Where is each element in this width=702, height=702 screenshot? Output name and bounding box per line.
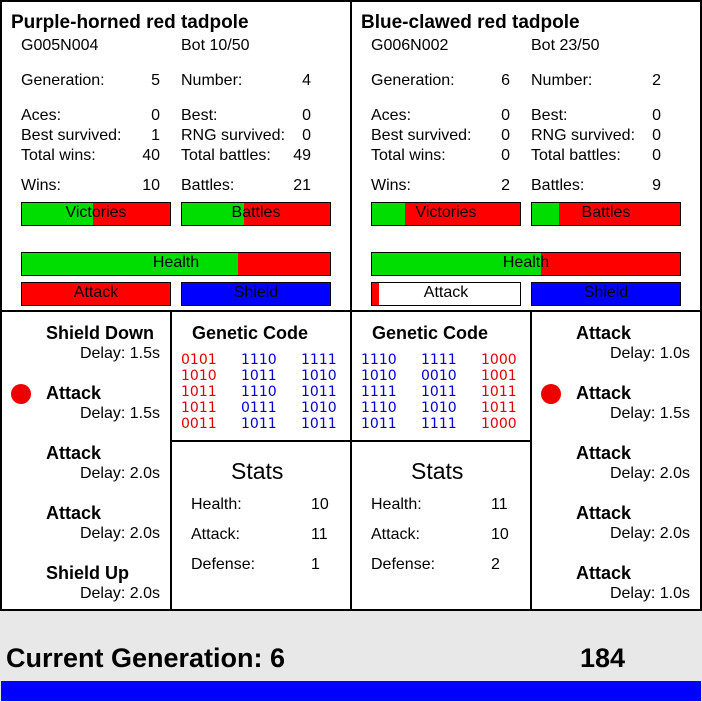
f1-generation-value: 5 <box>151 72 160 89</box>
f1-gene-cell: 1010 <box>181 368 217 384</box>
f1-best-value: 0 <box>302 107 311 124</box>
f2-action-name: Attack <box>576 443 632 463</box>
f1-wins-label: Wins: <box>21 177 61 194</box>
f2-battles-bar-label: Battles <box>581 204 631 221</box>
f2-battles-label: Battles: <box>531 177 585 194</box>
f2-action-name: Attack <box>576 323 632 343</box>
f1-action-delay: Delay: 2.0s <box>79 465 160 482</box>
f1-gene-cell: 1011 <box>181 384 217 400</box>
f2-gene-cell: 1011 <box>361 416 397 432</box>
f2-stat-value: 2 <box>491 556 500 573</box>
f1-total-wins-label: Total wins: <box>21 147 96 164</box>
f2-health-bar <box>371 252 681 276</box>
f2-number-label: Number: <box>531 72 593 89</box>
f2-health-bar-label: Health <box>502 254 550 271</box>
f1-rng-survived-label: RNG survived: <box>181 127 286 144</box>
f1-shield-bar <box>181 282 331 306</box>
f1-battles-bar <box>181 202 331 226</box>
f2-action-delay: Delay: 2.0s <box>609 525 690 542</box>
f2-total-wins-value: 0 <box>501 147 510 164</box>
f1-rng-survived-value: 0 <box>302 127 311 144</box>
f1-best-survived-value: 1 <box>151 127 160 144</box>
f1-action-name: Attack <box>46 443 102 463</box>
f1-action-name: Attack <box>46 383 102 403</box>
f1-gene-cell: 1011 <box>241 416 277 432</box>
f2-gene-cell: 1010 <box>361 368 397 384</box>
f1-action-delay: Delay: 1.5s <box>79 345 160 362</box>
f1-id: G005N004 <box>21 37 99 54</box>
f2-battles-bar <box>531 202 681 226</box>
f2-total-battles-value: 0 <box>652 147 661 164</box>
f2-id: G006N002 <box>371 37 449 54</box>
f1-gene-cell: 1011 <box>181 400 217 416</box>
f1-victories-bar <box>21 202 171 226</box>
f1-stat-value: 11 <box>311 526 328 543</box>
f1-attack-bar <box>21 282 171 306</box>
f2-gene-cell: 1011 <box>481 400 517 416</box>
generation-counter: 184 <box>580 643 626 673</box>
f2-stats-title: Stats <box>411 458 464 484</box>
f2-action-name: Attack <box>576 563 632 583</box>
f2-stat-value: 11 <box>491 496 508 513</box>
f2-rng-survived-label: RNG survived: <box>531 127 636 144</box>
f1-total-battles-value: 49 <box>293 147 311 164</box>
f1-action-delay: Delay: 1.5s <box>79 405 160 422</box>
f2-total-battles-label: Total battles: <box>531 147 621 164</box>
f2-attack-bar-label: Attack <box>423 284 469 301</box>
f1-generation-label: Generation: <box>21 72 105 89</box>
f2-name: Blue-clawed red tadpole <box>361 12 580 33</box>
f1-gene-cell: 0101 <box>181 352 217 368</box>
f1-health-bar-label: Health <box>152 254 200 271</box>
f1-gene-cell: 1010 <box>301 400 337 416</box>
f1-stat-label: Health: <box>191 496 242 513</box>
f1-action-name: Shield Down <box>46 323 154 343</box>
f2-action-delay: Delay: 1.5s <box>609 405 690 422</box>
f1-shield-bar-label: Shield <box>233 284 279 301</box>
f1-battles-value: 21 <box>293 177 311 194</box>
f1-best-survived-label: Best survived: <box>21 127 122 144</box>
f2-shield-bar <box>531 282 681 306</box>
f2-gene-cell: 0010 <box>421 368 457 384</box>
f1-name: Purple-horned red tadpole <box>11 12 249 33</box>
f1-active-action-indicator-icon <box>11 384 31 404</box>
f1-gene-cell: 1110 <box>241 384 277 400</box>
f2-gene-cell: 1011 <box>481 384 517 400</box>
f2-total-wins-label: Total wins: <box>371 147 446 164</box>
f1-gene-cell: 1110 <box>241 352 277 368</box>
f1-action-delay: Delay: 2.0s <box>79 585 160 602</box>
f2-action-delay: Delay: 1.0s <box>609 585 690 602</box>
f2-shield-bar-label: Shield <box>583 284 629 301</box>
f2-gene-cell: 1111 <box>361 384 397 400</box>
f2-action-delay: Delay: 2.0s <box>609 465 690 482</box>
f2-gene-cell: 1001 <box>481 368 517 384</box>
f2-stat-label: Attack: <box>371 526 420 543</box>
f1-stat-label: Attack: <box>191 526 240 543</box>
f1-action-delay: Delay: 2.0s <box>79 525 160 542</box>
f1-gene-cell: 1111 <box>301 352 337 368</box>
f2-gene-cell: 1110 <box>361 352 397 368</box>
f2-gene-cell: 1110 <box>361 400 397 416</box>
f1-gene-cell: 1011 <box>301 384 337 400</box>
f1-bot-index: Bot 10/50 <box>181 37 250 54</box>
f2-genetic-code-title: Genetic Code <box>372 323 489 343</box>
f2-bot-index: Bot 23/50 <box>531 37 600 54</box>
f1-total-battles-label: Total battles: <box>181 147 271 164</box>
f2-attack-bar <box>371 282 521 306</box>
f1-total-wins-value: 40 <box>142 147 160 164</box>
f2-gene-cell: 1000 <box>481 352 517 368</box>
f1-wins-value: 10 <box>142 177 160 194</box>
f2-active-action-indicator-icon <box>541 384 561 404</box>
f1-aces-value: 0 <box>151 107 160 124</box>
f1-gene-cell: 1010 <box>301 368 337 384</box>
f2-gene-cell: 1111 <box>421 352 457 368</box>
f2-stat-label: Health: <box>371 496 422 513</box>
f1-gene-cell: 1011 <box>301 416 337 432</box>
f2-generation-label: Generation: <box>371 72 455 89</box>
footer-progress-bar <box>1 681 701 701</box>
f2-aces-label: Aces: <box>371 107 412 124</box>
f2-generation-value: 6 <box>501 72 510 89</box>
f2-number-value: 2 <box>652 72 661 89</box>
f1-stat-value: 10 <box>311 496 329 513</box>
f2-stat-value: 10 <box>491 526 509 543</box>
f2-best-survived-label: Best survived: <box>371 127 472 144</box>
f2-battles-value: 9 <box>652 177 661 194</box>
f1-gene-cell: 0011 <box>181 416 217 432</box>
f1-action-name: Shield Up <box>46 563 130 583</box>
f2-best-label: Best: <box>531 107 568 124</box>
f2-best-value: 0 <box>652 107 661 124</box>
f1-aces-label: Aces: <box>21 107 62 124</box>
f1-gene-cell: 0111 <box>241 400 277 416</box>
f2-gene-cell: 1111 <box>421 416 457 432</box>
f2-rng-survived-value: 0 <box>652 127 661 144</box>
f2-victories-bar <box>371 202 521 226</box>
f1-number-value: 4 <box>302 72 311 89</box>
f1-stats-title: Stats <box>231 458 284 484</box>
f2-action-name: Attack <box>576 503 632 523</box>
f2-action-name: Attack <box>576 383 632 403</box>
f1-action-name: Attack <box>46 503 102 523</box>
f1-number-label: Number: <box>181 72 243 89</box>
f2-action-delay: Delay: 1.0s <box>609 345 690 362</box>
f1-stat-label: Defense: <box>191 556 256 573</box>
f1-genetic-code-title: Genetic Code <box>192 323 309 343</box>
f1-stat-value: 1 <box>311 556 320 573</box>
f2-wins-value: 2 <box>501 177 510 194</box>
f2-stat-label: Defense: <box>371 556 436 573</box>
f2-gene-cell: 1000 <box>481 416 517 432</box>
f1-best-label: Best: <box>181 107 218 124</box>
f2-gene-cell: 1011 <box>421 384 457 400</box>
current-generation-label: Current Generation: 6 <box>6 643 286 673</box>
f2-victories-bar-label: Victories <box>415 204 477 221</box>
f1-gene-cell: 1011 <box>241 368 277 384</box>
f2-gene-cell: 1010 <box>421 400 457 416</box>
f2-wins-label: Wins: <box>371 177 411 194</box>
f1-battles-label: Battles: <box>181 177 235 194</box>
f1-victories-bar-label: Victories <box>65 204 127 221</box>
f1-battles-bar-label: Battles <box>231 204 281 221</box>
f2-aces-value: 0 <box>501 107 510 124</box>
f1-health-bar <box>21 252 331 276</box>
f2-best-survived-value: 0 <box>501 127 510 144</box>
f1-attack-bar-label: Attack <box>73 284 119 301</box>
